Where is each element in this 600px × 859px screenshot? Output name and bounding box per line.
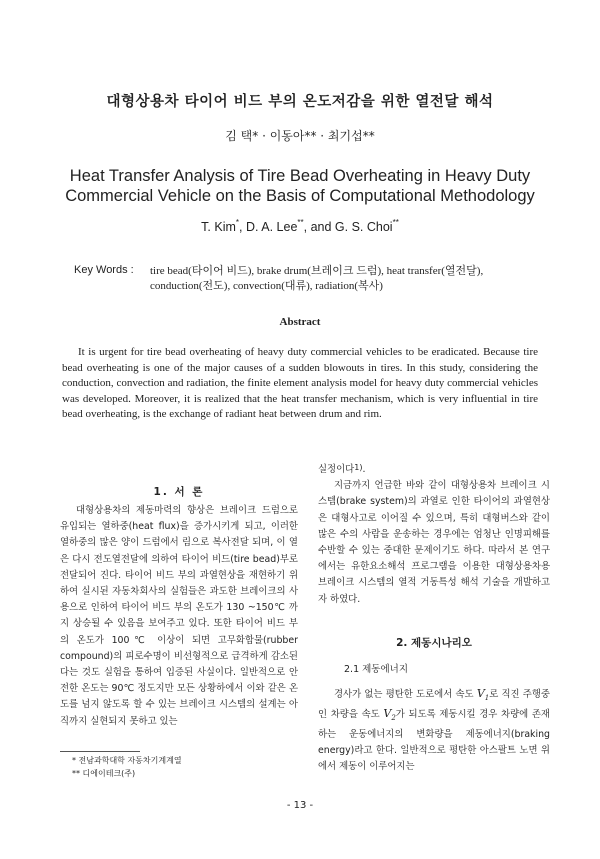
v2-letter: V — [383, 707, 392, 721]
abstract-text — [62, 345, 538, 423]
footnote-divider — [60, 751, 140, 752]
section-2-text-a: 경사가 없는 평탄한 도로에서 속도 — [334, 689, 477, 700]
section-1-heading: 1. 서 론 — [153, 486, 205, 498]
english-title-line-1: Heat Transfer Analysis of Tire Bead Overheating in Heavy Duty — [69, 167, 531, 185]
author-2-affiliation-mark: ** — [297, 218, 304, 227]
abstract-heading: Abstract — [279, 316, 321, 328]
author-3-affiliation-mark: ** — [392, 218, 399, 227]
reference-mark: 1) — [354, 463, 363, 472]
english-title-line-2: Commercial Vehicle on the Basis of Computational Methodology — [65, 187, 535, 205]
keywords-label: Key Words : — [74, 264, 134, 276]
author-separator: , — [239, 220, 246, 234]
section-2-body — [318, 686, 550, 775]
author-separator: , and — [303, 220, 335, 234]
author-2: D. A. Lee — [245, 220, 298, 234]
section-1-body — [60, 503, 298, 730]
keywords-line-1: tire bead(타이어 비드), brake drum(브레이크 드럼), heat transfer(열전달), — [150, 265, 484, 277]
english-authors — [0, 220, 600, 234]
right-column-continuation — [318, 462, 550, 608]
v1-letter: V — [476, 687, 485, 700]
v1-subscript: 1 — [484, 694, 490, 703]
v2-subscript: 2 — [391, 714, 396, 723]
intro-paragraph-2: 지금까지 언급한 바와 같이 대형상용차 브레이크 시스템(brake system)의 과열로 인한 타이어의 과열현상은 대형사고로 이어질 수 있으며, 특히 대형버스와 같이 많은 수의 사람을 운송하는 경우에는 엄청난 인명피해를 수반할 수 있는 중대한 문제이기도 하다. 따라서 본 연구에서는 유한요소해석 프로그램을 이용한 대형상용차용 브레이크 시스템의 열적 거동특성 해석 기술을 개발하고자 하였다. — [318, 480, 550, 605]
section-2-text-c: 가 되도록 제동시킬 경우 차량에 존재하는 운동에너지의 변화량을 제동에너지(braking energy)라고 한다. 일반적으로 평탄한 아스팔트 노면 위에서 제동이 이루어지는 — [318, 709, 550, 773]
korean-authors: 김 택* · 이동아** · 최기섭** — [225, 129, 375, 143]
subsection-2-1-heading: 2.1 제동에너지 — [344, 664, 409, 675]
section-2-heading: 2. 제동시나리오 — [396, 637, 472, 649]
abstract-body: It is urgent for tire bead overheating of heavy duty commercial vehicles to be eradicated. Because tire bead overheating is one of the major causes of a sudden blowouts in tires. In this study, considering the conduction, convection and radiation, the finite element analysis model for heavy duty commercial vehicles was developed. Moreover, it is realized that the heat transfer mechanism, which is very influential in tire bead overheating, is the exchange of radiant heat between drum and rim. — [62, 346, 538, 420]
footnote-1: * 전남과학대학 자동차기계계열 — [72, 756, 182, 765]
continuation-period: . — [362, 464, 366, 475]
page-number: - 13 - — [286, 800, 314, 811]
continuation-text: 실정이다 — [318, 464, 355, 475]
korean-title: 대형상용차 타이어 비드 부의 온도저감을 위한 열전달 해석 — [106, 94, 494, 110]
section-1-paragraph: 대형상용차의 제동마력의 향상은 브레이크 드럼으로 유입되는 열하중(heat flux)을 증가시키게 되고, 이러한 열하중의 많은 양이 드럼에서 림으로 복사전달 되며, 이 열은 다시 전도열전달에 의하여 타이어 비드(tire bead)부로 전달되어 진다. 타이어 비드 부의 과열현상을 재현하기 위하여 실시된 자동차회사의 실험들은 과도한 브레이크의 사용으로 인하여 타이어 비드 부의 온도가 130 ~150℃ 까지 상승될 수 있음을 보여주고 있다. 또한 타이어 비드 부의 온도가 100℃ 이상이 되면 고무화합물(rubber compound)의 피로수명이 비선형적으로 급격하게 감소된다는 것도 실험을 통하여 입증된 사실이다. 일반적으로 안전한 온도는 90℃ 정도지만 모든 상황하에서 이와 같은 온도를 넘지 않도록 할 수 있는 브레이크 시스템의 설계는 아직까지 실현되지 못하고 있는 — [60, 505, 298, 727]
author-3: G. S. Choi — [334, 220, 393, 234]
author-1-affiliation-mark: * — [235, 218, 240, 227]
velocity-v1-symbol — [476, 687, 490, 703]
footnote-2: ** 디에이테크(주) — [72, 769, 136, 778]
keywords-line-2: conduction(전도), convection(대류), radiation(복사) — [150, 280, 383, 292]
keywords-list — [150, 264, 550, 294]
english-title — [0, 166, 600, 206]
author-1: T. Kim — [201, 220, 236, 234]
section-2-text-b: 로 직진 주행중인 차량을 속도 — [318, 689, 550, 721]
velocity-v2-symbol — [383, 707, 396, 723]
